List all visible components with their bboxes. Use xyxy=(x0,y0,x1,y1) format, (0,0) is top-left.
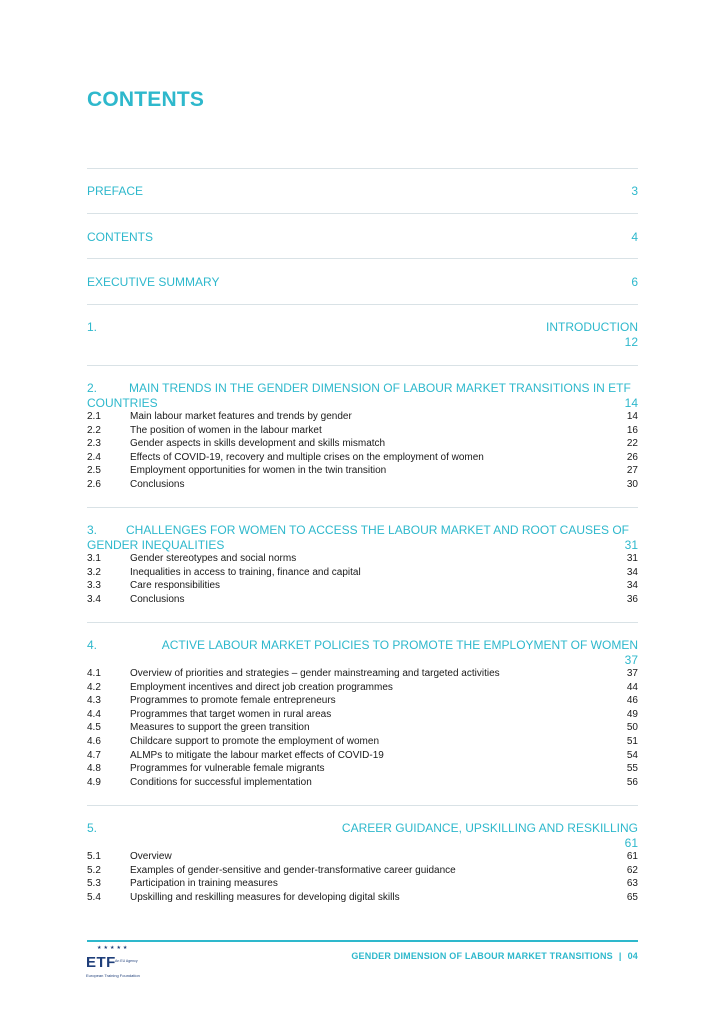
toc-subentry[interactable] xyxy=(87,668,638,681)
toc-sub-number: 5.2 xyxy=(87,864,101,876)
toc-number: 1. xyxy=(87,320,98,334)
toc-label: PREFACE xyxy=(87,184,144,198)
toc-subentry[interactable] xyxy=(87,750,638,763)
divider xyxy=(87,622,638,623)
toc-sub-page: 65 xyxy=(626,891,638,903)
toc-subentry[interactable] xyxy=(87,695,638,708)
toc-subentry[interactable] xyxy=(87,777,638,790)
toc-sub-page: 26 xyxy=(626,451,638,463)
toc-sub-number: 5.3 xyxy=(87,878,101,890)
toc-sub-label: ALMPs to mitigate the labour market effects of COVID-19 xyxy=(130,749,384,761)
toc-sub-label: Conclusions xyxy=(130,593,185,605)
toc-entry-chapter-4[interactable] xyxy=(87,638,638,653)
toc-sub-number: 4.3 xyxy=(87,695,101,707)
toc-label: COUNTRIES xyxy=(87,396,158,410)
toc-sub-page: 49 xyxy=(626,708,638,720)
toc-sub-number: 4.7 xyxy=(87,749,101,761)
toc-sub-label: Employment opportunities for women in the twin transition xyxy=(130,465,387,477)
toc-sub-label: Gender stereotypes and social norms xyxy=(130,553,297,564)
toc-sub-label: Employment incentives and direct job creation programmes xyxy=(130,681,393,693)
toc-sub-label: Care responsibilities xyxy=(130,580,221,592)
toc-entry-chapter-2[interactable] xyxy=(87,381,638,396)
toc-sub-page: 22 xyxy=(626,438,638,450)
toc-sub-page: 46 xyxy=(626,695,638,707)
toc-subentry[interactable] xyxy=(87,465,638,478)
toc-sub-page: 62 xyxy=(626,864,638,876)
toc-sub-page: 30 xyxy=(626,479,638,490)
toc-sub-label: Childcare support to promote the employment of women xyxy=(130,736,380,747)
toc-entry-chapter-5[interactable] xyxy=(87,821,638,836)
toc-subentry[interactable] xyxy=(87,763,638,776)
toc-sub-number: 4.4 xyxy=(87,708,101,720)
toc-sub-number: 3.1 xyxy=(87,553,101,564)
etf-logo xyxy=(86,945,146,979)
eu-stars-icon: ★★★★★ xyxy=(97,945,130,951)
toc-label: CHALLENGES FOR WOMEN TO ACCESS THE LABOUR MARKET AND ROOT CAUSES OF xyxy=(126,523,629,537)
toc-sub-page: 14 xyxy=(626,411,638,422)
toc-sub-label: Conditions for successful implementation xyxy=(130,776,312,788)
toc-subentry[interactable] xyxy=(87,594,638,607)
toc-sub-page: 16 xyxy=(626,424,638,436)
toc-sub-number: 3.2 xyxy=(87,566,101,578)
toc-page: 61 xyxy=(624,836,638,850)
toc-entry-contents[interactable] xyxy=(87,230,638,245)
toc-sub-page: 54 xyxy=(626,749,638,761)
toc-sub-number: 4.6 xyxy=(87,736,101,747)
toc-entry-chapter-5-page xyxy=(87,836,638,851)
toc-sub-number: 5.4 xyxy=(87,891,101,903)
toc-sub-number: 2.5 xyxy=(87,465,101,477)
toc-sub-page: 34 xyxy=(626,566,638,578)
divider xyxy=(87,168,638,169)
toc-sub-page: 34 xyxy=(626,580,638,592)
toc-subentry[interactable] xyxy=(87,411,638,424)
toc-sub-page: 37 xyxy=(626,668,638,679)
toc-subentry[interactable] xyxy=(87,736,638,749)
toc-sub-label: Main labour market features and trends by gender xyxy=(130,411,352,422)
toc-page: 6 xyxy=(631,275,638,289)
toc-label: EXECUTIVE SUMMARY xyxy=(87,275,220,289)
toc-number: 2. xyxy=(87,381,98,395)
toc-subentry[interactable] xyxy=(87,851,638,864)
toc-sub-page: 63 xyxy=(626,878,638,890)
toc-sub-number: 4.9 xyxy=(87,776,101,788)
toc-page: 12 xyxy=(624,335,638,349)
toc-sub-number: 5.1 xyxy=(87,851,101,862)
toc-subentry[interactable] xyxy=(87,892,638,905)
toc-label: MAIN TRENDS IN THE GENDER DIMENSION OF LABOUR MARKET TRANSITIONS IN ETF xyxy=(129,381,631,395)
toc-sub-label: Conclusions xyxy=(130,479,185,490)
toc-sub-number: 4.1 xyxy=(87,668,101,679)
toc-label: ACTIVE LABOUR MARKET POLICIES TO PROMOTE THE EMPLOYMENT OF WOMEN xyxy=(161,638,638,652)
footer-title xyxy=(351,951,638,961)
logo-foot: European Training Foundation xyxy=(86,973,140,978)
toc-sub-page: 27 xyxy=(626,465,638,477)
toc-number: 3. xyxy=(87,523,98,537)
toc-page: 31 xyxy=(624,538,638,552)
toc-sub-label: Gender aspects in skills development and skills mismatch xyxy=(130,438,386,450)
toc-sub-page: 56 xyxy=(626,776,638,788)
toc-sub-label: Overview xyxy=(130,851,172,862)
toc-subentry[interactable] xyxy=(87,580,638,593)
toc-subentry[interactable] xyxy=(87,553,638,566)
toc-entry-chapter-3-cont xyxy=(87,538,638,553)
toc-sub-number: 3.3 xyxy=(87,580,101,592)
toc-number: 4. xyxy=(87,638,98,652)
footer-page-number: 04 xyxy=(627,951,638,961)
toc-sub-number: 2.2 xyxy=(87,424,101,436)
toc-label: GENDER INEQUALITIES xyxy=(87,538,225,552)
toc-entry-chapter-1-page xyxy=(87,335,638,350)
toc-sub-page: 44 xyxy=(626,681,638,693)
toc-sub-label: Measures to support the green transition xyxy=(130,722,310,734)
toc-subentry[interactable] xyxy=(87,865,638,878)
footer-doc-title: GENDER DIMENSION OF LABOUR MARKET TRANSITIONS xyxy=(351,951,613,961)
toc-sub-label: The position of women in the labour market xyxy=(130,424,322,436)
toc-sub-number: 2.1 xyxy=(87,411,101,422)
toc-sub-label: Programmes to promote female entrepreneurs xyxy=(130,695,336,707)
toc-sub-label: Programmes that target women in rural areas xyxy=(130,708,332,720)
divider xyxy=(87,507,638,508)
toc-sub-page: 31 xyxy=(626,553,638,564)
toc-entry-executive-summary[interactable] xyxy=(87,275,638,290)
toc-page: 37 xyxy=(624,653,638,667)
toc-sub-number: 2.6 xyxy=(87,479,101,490)
toc-subentry[interactable] xyxy=(87,567,638,580)
toc-sub-page: 61 xyxy=(626,851,638,862)
toc-subentry[interactable] xyxy=(87,438,638,451)
toc-number: 5. xyxy=(87,821,98,835)
toc-entry-preface[interactable] xyxy=(87,184,638,199)
toc-subentry[interactable] xyxy=(87,425,638,438)
divider xyxy=(87,365,638,366)
toc-entry-chapter-1[interactable] xyxy=(87,320,638,335)
toc-sub-number: 4.2 xyxy=(87,681,101,693)
divider xyxy=(87,805,638,806)
toc-sub-label: Participation in training measures xyxy=(130,878,278,890)
toc-sub-number: 2.4 xyxy=(87,451,101,463)
toc-sub-page: 50 xyxy=(626,722,638,734)
toc-sub-page: 36 xyxy=(626,593,638,605)
toc-sub-number: 3.4 xyxy=(87,593,101,605)
divider xyxy=(87,213,638,214)
toc-label: CONTENTS xyxy=(87,230,153,244)
footer-separator: | xyxy=(618,951,622,961)
toc-subentry[interactable] xyxy=(87,722,638,735)
footer-rule xyxy=(87,940,638,942)
logo-text: ETF xyxy=(86,954,116,971)
toc-sub-label: Overview of priorities and strategies – gender mainstreaming and targeted activities xyxy=(130,668,500,679)
divider xyxy=(87,258,638,259)
toc-sub-number: 4.8 xyxy=(87,763,101,775)
divider xyxy=(87,304,638,305)
toc-label: CAREER GUIDANCE, UPSKILLING AND RESKILLING xyxy=(341,821,638,835)
toc-label: INTRODUCTION xyxy=(546,320,638,334)
toc-sub-number: 2.3 xyxy=(87,438,101,450)
toc-page: 3 xyxy=(631,184,638,198)
toc-page: 4 xyxy=(631,230,638,244)
toc-sub-label: Inequalities in access to training, finance and capital xyxy=(130,566,361,578)
toc-subentry[interactable] xyxy=(87,452,638,465)
toc-subentry[interactable] xyxy=(87,682,638,695)
toc-sub-page: 55 xyxy=(626,763,638,775)
toc-entry-chapter-2-cont xyxy=(87,396,638,411)
toc-sub-label: Programmes for vulnerable female migrants xyxy=(130,763,325,775)
toc-subentry[interactable] xyxy=(87,709,638,722)
toc-sub-label: Upskilling and reskilling measures for developing digital skills xyxy=(130,891,400,903)
logo-subtext: An EU Agency xyxy=(115,959,138,963)
toc-page: 14 xyxy=(624,396,638,410)
toc-sub-number: 4.5 xyxy=(87,722,101,734)
toc-entry-chapter-3[interactable] xyxy=(87,523,638,538)
page-title: CONTENTS xyxy=(87,88,205,111)
toc-sub-label: Examples of gender-sensitive and gender-transformative career guidance xyxy=(130,864,456,876)
toc-sub-page: 51 xyxy=(626,736,638,747)
toc-entry-chapter-4-page xyxy=(87,653,638,668)
toc-subentry[interactable] xyxy=(87,878,638,891)
toc-sub-label: Effects of COVID-19, recovery and multiple crises on the employment of women xyxy=(130,451,484,463)
toc-subentry[interactable] xyxy=(87,479,638,492)
